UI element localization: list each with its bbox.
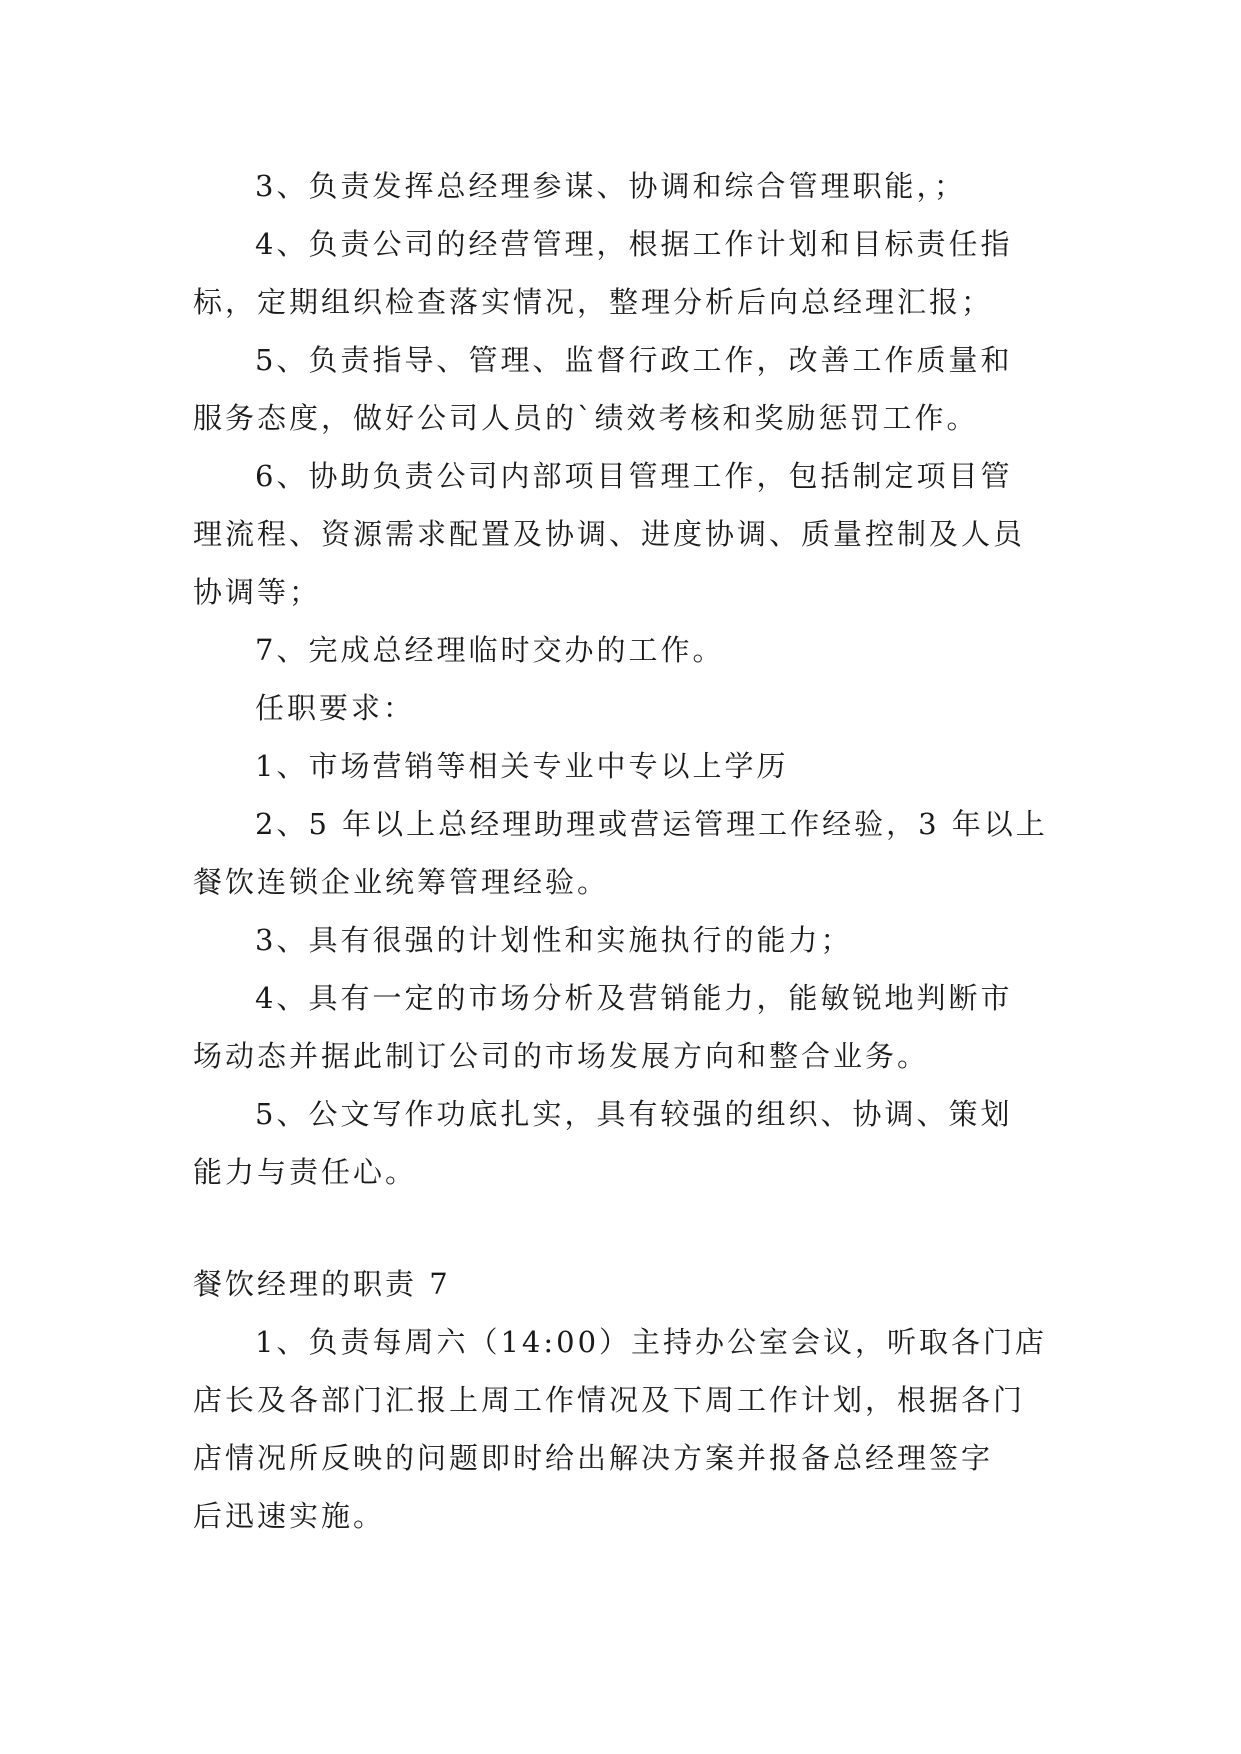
paragraph-line: 场动态并据此制订公司的市场发展方向和整合业务。 xyxy=(193,1039,930,1073)
section-heading: 餐饮经理的职责 7 xyxy=(193,1267,451,1301)
paragraph-line: 服务态度，做好公司人员的`绩效考核和奖励惩罚工作。 xyxy=(193,401,979,435)
paragraph-line: 理流程、资源需求配置及协调、进度协调、质量控制及人员 xyxy=(193,517,1026,551)
paragraph-line: 4、具有一定的市场分析及营销能力，能敏锐地判断市 xyxy=(255,981,1013,1015)
paragraph-line: 后迅速实施。 xyxy=(193,1499,386,1533)
paragraph-line: 4、负责公司的经营管理，根据工作计划和目标责任指 xyxy=(255,227,1013,261)
paragraph-line: 1、负责每周六（14:00）主持办公室会议，听取各门店 xyxy=(255,1325,1048,1359)
paragraph-line: 店长及各部门汇报上周工作情况及下周工作计划，根据各门 xyxy=(193,1383,1026,1417)
paragraph-line: 能力与责任心。 xyxy=(193,1155,418,1189)
paragraph-line: 店情况所反映的问题即时给出解决方案并报备总经理签字 xyxy=(193,1441,994,1475)
paragraph-line: 7、完成总经理临时交办的工作。 xyxy=(255,633,725,667)
paragraph-line: 3、具有很强的计划性和实施执行的能力； xyxy=(255,923,853,957)
paragraph-line: 5、负责指导、管理、监督行政工作，改善工作质量和 xyxy=(255,343,1013,377)
paragraph-line: 6、协助负责公司内部项目管理工作，包括制定项目管 xyxy=(255,459,1013,493)
requirements-heading: 任职要求： xyxy=(255,691,416,725)
paragraph-line: 标，定期组织检查落实情况，整理分析后向总经理汇报； xyxy=(193,285,994,319)
paragraph-line: 3、负责发挥总经理参谋、协调和综合管理职能，； xyxy=(255,169,966,203)
responsibilities-section xyxy=(193,157,1050,1201)
paragraph-line: 1、市场营销等相关专业中专以上学历 xyxy=(255,749,789,783)
section-7 xyxy=(193,1255,1050,1545)
paragraph-line: 协调等； xyxy=(193,575,322,609)
paragraph-line: 5、公文写作功底扎实，具有较强的组织、协调、策划 xyxy=(255,1097,1013,1131)
paragraph-line: 餐饮连锁企业统筹管理经验。 xyxy=(193,865,610,899)
paragraph-line: 2、5 年以上总经理助理或营运管理工作经验，3 年以上 xyxy=(255,807,1048,841)
